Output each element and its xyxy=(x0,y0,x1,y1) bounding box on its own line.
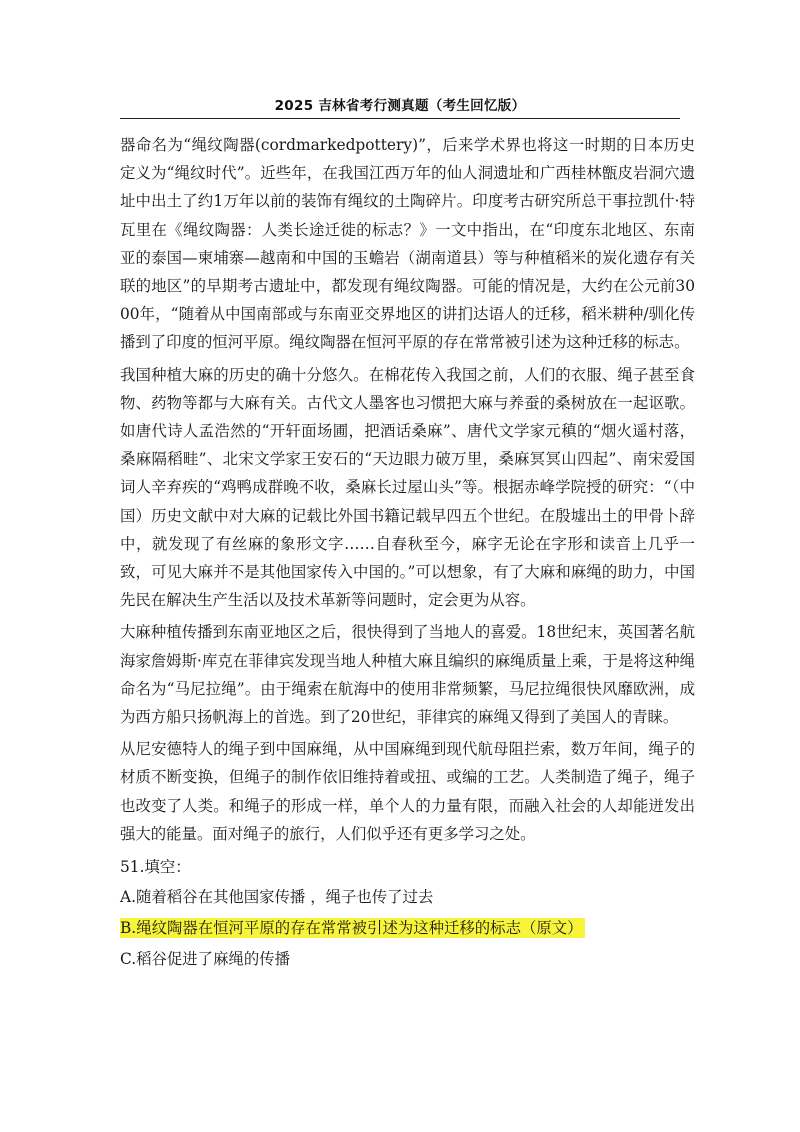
question-label: 51.填空： xyxy=(120,858,191,877)
option-c-text: C.稻谷促进了麻绳的传播 xyxy=(120,950,291,969)
document-body xyxy=(120,131,695,975)
header-divider xyxy=(120,118,680,119)
option-a xyxy=(120,882,695,913)
paragraph-2: 我国种植大麻的历史的确十分悠久。在棉花传入我国之前，人们的衣服、绳子甚至食物、药物等都与大麻有关。古代文人墨客也习惯把大麻与养蚕的桑树放在一起讴歌。如唐代诗人孟浩然的“开轩面场圃，把酒话桑麻”、唐代文学家元稹的“烟火遥村落，桑麻隔稻畦”、北宋文学家王安石的“天边眼力破万里，桑麻冥冥山四起”、南宋爱国词人辛弃疾的“鸡鸭成群晚不收，桑麻长过屋山头”等。根据赤峰学院授的研究：“（中国）历史文献中对大麻的记载比外国书籍记载早四五个世纪。在殷墟出土的甲骨卜辞中，就发现了有丝麻的象形文字……自春秋至今，麻字无论在字形和读音上几乎一致，可见大麻并不是其他国家传入中国的。”可以想象，有了大麻和麻绳的助力，中国先民在解决生产生活以及技术革新等问题时，定会更为从容。 xyxy=(120,365,695,610)
option-b xyxy=(120,913,695,944)
page-header: 2025 吉林省考行测真题（考生回忆版） xyxy=(274,98,526,114)
paragraph-4: 从尼安德特人的绳子到中国麻绳，从中国麻绳到现代航母阻拦索，数万年间，绳子的材质不断变换，但绳子的制作依旧维持着或扭、或编的工艺。人类制造了绳子，绳子也改变了人类。和绳子的形成一样，单个人的力量有限，而融入社会的人却能迸发出强大的能量。面对绳子的旅行，人们似乎还有更多学习之处。 xyxy=(120,740,695,843)
paragraph-3: 大麻种植传播到东南亚地区之后，很快得到了当地人的喜爱。18世纪末，英国著名航海家詹姆斯·库克在菲律宾发现当地人种植大麻且编织的麻绳质量上乘，于是将这种绳命名为“马尼拉绳”。由于绳索在航海中的使用非常频繁，马尼拉绳很快风靡欧洲，成为西方船只扬帆海上的首选。到了20世纪，菲律宾的麻绳又得到了美国人的青睐。 xyxy=(120,623,695,727)
option-b-text-highlighted: B.绳纹陶器在恒河平原的存在常常被引述为这种迁移的标志（原文） xyxy=(120,919,583,938)
paragraph-1: 器命名为“绳纹陶器(cordmarkedpottery)”，后来学术界也将这一时期的日本历史定义为“绳纹时代”。近些年，在我国江西万年的仙人洞遗址和广西桂林甑皮岩洞穴遗址中出土了约1万年以前的装饰有绳纹的土陶碎片。印度考古研究所总干事拉凯什·特瓦里在《绳纹陶器：人类长途迁徙的标志？》一文中指出，在“印度东北地区、东南亚的泰国—柬埔寨—越南和中国的玉蟾岩（湖南道县）等与种植稻米的炭化遗存有关联的地区”的早期考古遗址中，都发现有绳纹陶器。可能的情况是，大约在公元前3000年，“随着从中国南部或与东南亚交界地区的讲扪达语人的迁移，稻米耕种/驯化传播到了印度的恒河平原。绳纹陶器在恒河平原的存在常常被引述为这种迁移的标志。 xyxy=(120,136,695,352)
option-c xyxy=(120,944,695,975)
option-a-text: A.随着稻谷在其他国家传播 ，绳子也传了过去 xyxy=(120,888,434,907)
